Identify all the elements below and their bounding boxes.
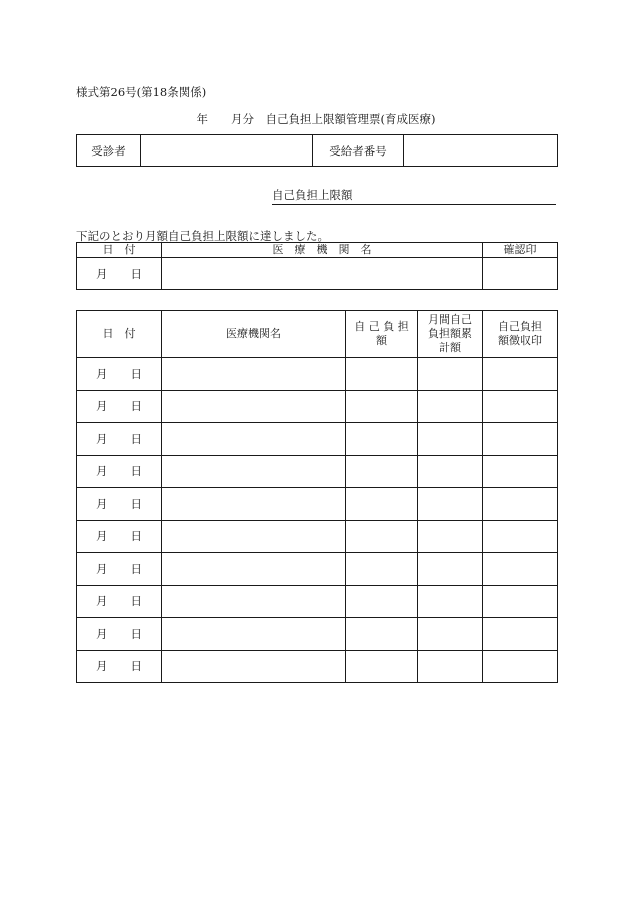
institution-cell[interactable] bbox=[162, 488, 346, 521]
table-row bbox=[77, 455, 558, 488]
table-row bbox=[77, 650, 558, 683]
header-date: 日 付 bbox=[77, 243, 162, 258]
collection-seal-cell[interactable] bbox=[483, 455, 558, 488]
date-cell[interactable]: 月 日 bbox=[77, 358, 162, 391]
header-copay-amount: 自 己 負 担 額 bbox=[346, 311, 418, 358]
table-row bbox=[77, 423, 558, 456]
cumulative-amount-cell[interactable] bbox=[418, 520, 483, 553]
reached-institution-cell[interactable] bbox=[162, 258, 483, 290]
table-row bbox=[77, 488, 558, 521]
notice-text: 下記のとおり月額自己負担上限額に達しました。 bbox=[76, 229, 329, 243]
collection-seal-cell[interactable] bbox=[483, 488, 558, 521]
copay-amount-cell[interactable] bbox=[346, 390, 418, 423]
collection-seal-cell[interactable] bbox=[483, 423, 558, 456]
copay-amount-cell[interactable] bbox=[346, 423, 418, 456]
collection-seal-cell[interactable] bbox=[483, 520, 558, 553]
table-row bbox=[77, 553, 558, 586]
table-row bbox=[77, 390, 558, 423]
date-cell[interactable]: 月 日 bbox=[77, 488, 162, 521]
recipient-number-field[interactable] bbox=[404, 135, 558, 167]
copay-amount-cell[interactable] bbox=[346, 520, 418, 553]
header-institution: 医療機関名 bbox=[162, 311, 346, 358]
collection-seal-cell[interactable] bbox=[483, 650, 558, 683]
institution-cell[interactable] bbox=[162, 553, 346, 586]
header-institution: 医 療 機 関 名 bbox=[162, 243, 483, 258]
cumulative-amount-cell[interactable] bbox=[418, 358, 483, 391]
institution-cell[interactable] bbox=[162, 423, 346, 456]
institution-cell[interactable] bbox=[162, 358, 346, 391]
institution-cell[interactable] bbox=[162, 618, 346, 651]
reached-date-cell[interactable]: 月 日 bbox=[77, 258, 162, 290]
copay-amount-cell[interactable] bbox=[346, 358, 418, 391]
table-row bbox=[77, 618, 558, 651]
cumulative-amount-cell[interactable] bbox=[418, 488, 483, 521]
cumulative-amount-cell[interactable] bbox=[418, 650, 483, 683]
institution-cell[interactable] bbox=[162, 455, 346, 488]
copay-amount-cell[interactable] bbox=[346, 488, 418, 521]
patient-label: 受診者 bbox=[77, 135, 141, 167]
patient-info-table bbox=[76, 134, 558, 167]
page-title: 年 月分 自己負担上限額管理票(育成医療) bbox=[196, 112, 436, 126]
limit-amount-line[interactable] bbox=[76, 187, 556, 205]
limit-amount-label: 自己負担上限額 bbox=[272, 187, 556, 205]
collection-seal-cell[interactable] bbox=[483, 358, 558, 391]
header-date: 日 付 bbox=[77, 311, 162, 358]
header-monthly-cumulative: 月間自己 負担額累 計額 bbox=[418, 311, 483, 358]
table-row bbox=[77, 585, 558, 618]
date-cell[interactable]: 月 日 bbox=[77, 553, 162, 586]
collection-seal-cell[interactable] bbox=[483, 390, 558, 423]
copay-amount-cell[interactable] bbox=[346, 650, 418, 683]
institution-cell[interactable] bbox=[162, 520, 346, 553]
cumulative-amount-cell[interactable] bbox=[418, 553, 483, 586]
collection-seal-cell[interactable] bbox=[483, 553, 558, 586]
cumulative-amount-cell[interactable] bbox=[418, 585, 483, 618]
date-cell[interactable]: 月 日 bbox=[77, 455, 162, 488]
recipient-number-label: 受給者番号 bbox=[313, 135, 404, 167]
collection-seal-cell[interactable] bbox=[483, 585, 558, 618]
copay-amount-cell[interactable] bbox=[346, 455, 418, 488]
date-cell[interactable]: 月 日 bbox=[77, 423, 162, 456]
table-row bbox=[77, 520, 558, 553]
institution-cell[interactable] bbox=[162, 585, 346, 618]
date-cell[interactable]: 月 日 bbox=[77, 520, 162, 553]
cumulative-amount-cell[interactable] bbox=[418, 423, 483, 456]
date-cell[interactable]: 月 日 bbox=[77, 618, 162, 651]
payment-log-table bbox=[76, 310, 558, 683]
cumulative-amount-cell[interactable] bbox=[418, 455, 483, 488]
form-number: 様式第26号(第18条関係) bbox=[76, 85, 207, 99]
collection-seal-cell[interactable] bbox=[483, 618, 558, 651]
copay-amount-cell[interactable] bbox=[346, 618, 418, 651]
limit-reached-table bbox=[76, 242, 558, 290]
header-confirmation-seal: 確認印 bbox=[483, 243, 558, 258]
institution-cell[interactable] bbox=[162, 390, 346, 423]
date-cell[interactable]: 月 日 bbox=[77, 390, 162, 423]
reached-seal-cell[interactable] bbox=[483, 258, 558, 290]
copay-amount-cell[interactable] bbox=[346, 585, 418, 618]
header-collection-seal: 自己負担 額徴収印 bbox=[483, 311, 558, 358]
cumulative-amount-cell[interactable] bbox=[418, 618, 483, 651]
date-cell[interactable]: 月 日 bbox=[77, 585, 162, 618]
date-cell[interactable]: 月 日 bbox=[77, 650, 162, 683]
copay-amount-cell[interactable] bbox=[346, 553, 418, 586]
institution-cell[interactable] bbox=[162, 650, 346, 683]
cumulative-amount-cell[interactable] bbox=[418, 390, 483, 423]
table-row bbox=[77, 358, 558, 391]
patient-name-field[interactable] bbox=[141, 135, 313, 167]
